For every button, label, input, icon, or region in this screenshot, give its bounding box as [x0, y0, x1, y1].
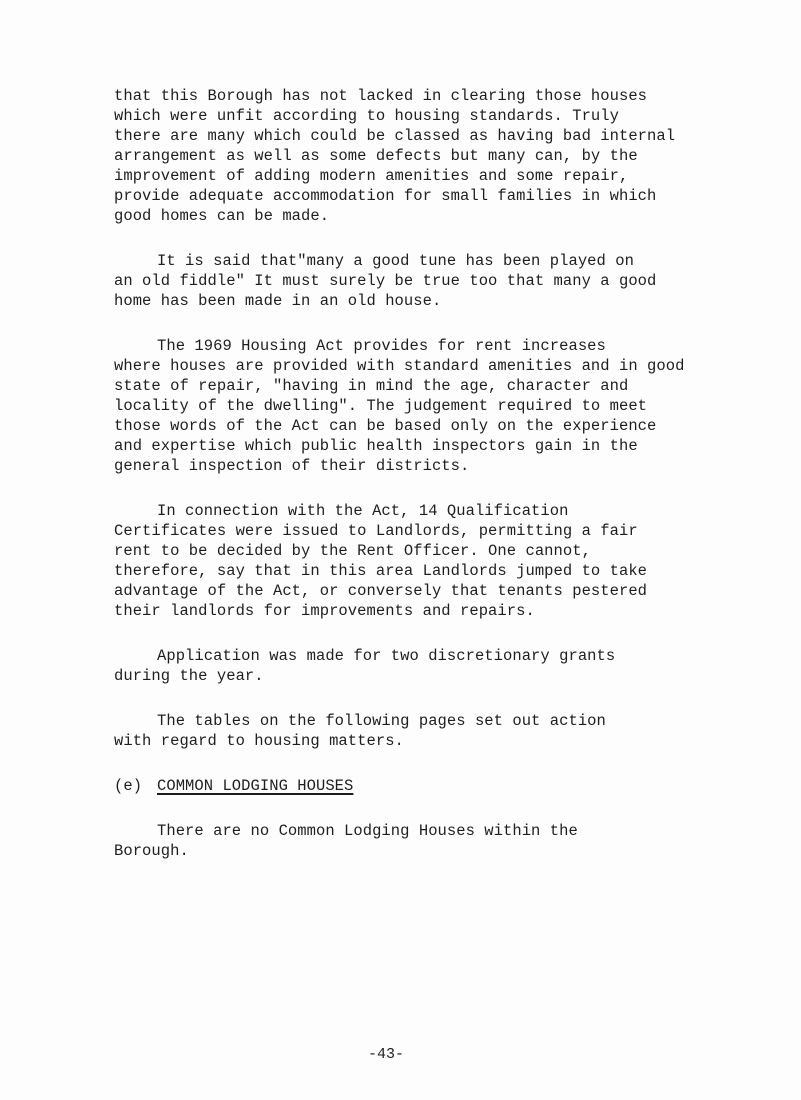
paragraph-7-line-1: There are no Common Lodging Houses within the — [157, 822, 578, 840]
paragraph-3-line-6: and expertise which public health inspectors gain in the — [114, 437, 638, 455]
paragraph-1-line-2: which were unfit according to housing standards. Truly — [114, 107, 619, 125]
paragraph-5-line-2: during the year. — [114, 667, 264, 685]
paragraph-1-line-7: good homes can be made. — [114, 207, 330, 225]
paragraph-6-line-1: The tables on the following pages set out action — [157, 712, 606, 730]
paragraph-3-line-5: those words of the Act can be based only on the experience — [114, 417, 657, 435]
paragraph-4-line-1: In connection with the Act, 14 Qualification — [157, 502, 569, 520]
paragraph-3-line-2: where houses are provided with standard amenities and in good — [114, 357, 685, 375]
paragraph-3-line-7: general inspection of their districts. — [114, 457, 470, 475]
section-heading-label: (e) — [114, 777, 143, 795]
paragraph-1-line-1: that this Borough has not lacked in clearing those houses — [114, 87, 648, 105]
paragraph-2-line-2: an old fiddle" It must surely be true too that many a good — [114, 272, 657, 290]
paragraph-3-line-4: locality of the dwelling". The judgement required to meet — [114, 397, 648, 415]
paragraph-4-line-6: their landlords for improvements and repairs. — [114, 602, 535, 620]
paragraph-4-line-4: therefore, say that in this area Landlords jumped to take — [114, 562, 648, 580]
page-number: -43- — [368, 1046, 405, 1063]
paragraph-3-line-1: The 1969 Housing Act provides for rent increases — [157, 337, 606, 355]
paragraph-3-line-3: state of repair, "having in mind the age, character and — [114, 377, 629, 395]
paragraph-1-line-4: arrangement as well as some defects but many can, by the — [114, 147, 638, 165]
paragraph-1-line-5: improvement of adding modern amenities and some repair, — [114, 167, 629, 185]
paragraph-2-line-1: It is said that"many a good tune has been played on — [157, 252, 634, 270]
paragraph-4-line-2: Certificates were issued to Landlords, permitting a fair — [114, 522, 638, 540]
paragraph-1-line-3: there are many which could be classed as having bad internal — [114, 127, 676, 145]
paragraph-2-line-3: home has been made in an old house. — [114, 292, 442, 310]
section-heading-title: COMMON LODGING HOUSES — [157, 777, 354, 795]
paragraph-1-line-6: provide adequate accommodation for small families in which — [114, 187, 657, 205]
paragraph-4-line-3: rent to be decided by the Rent Officer. One cannot, — [114, 542, 591, 560]
paragraph-4-line-5: advantage of the Act, or conversely that tenants pestered — [114, 582, 648, 600]
paragraph-7-line-2: Borough. — [114, 842, 189, 860]
paragraph-5-line-1: Application was made for two discretionary grants — [157, 647, 616, 665]
paragraph-6-line-2: with regard to housing matters. — [114, 732, 404, 750]
